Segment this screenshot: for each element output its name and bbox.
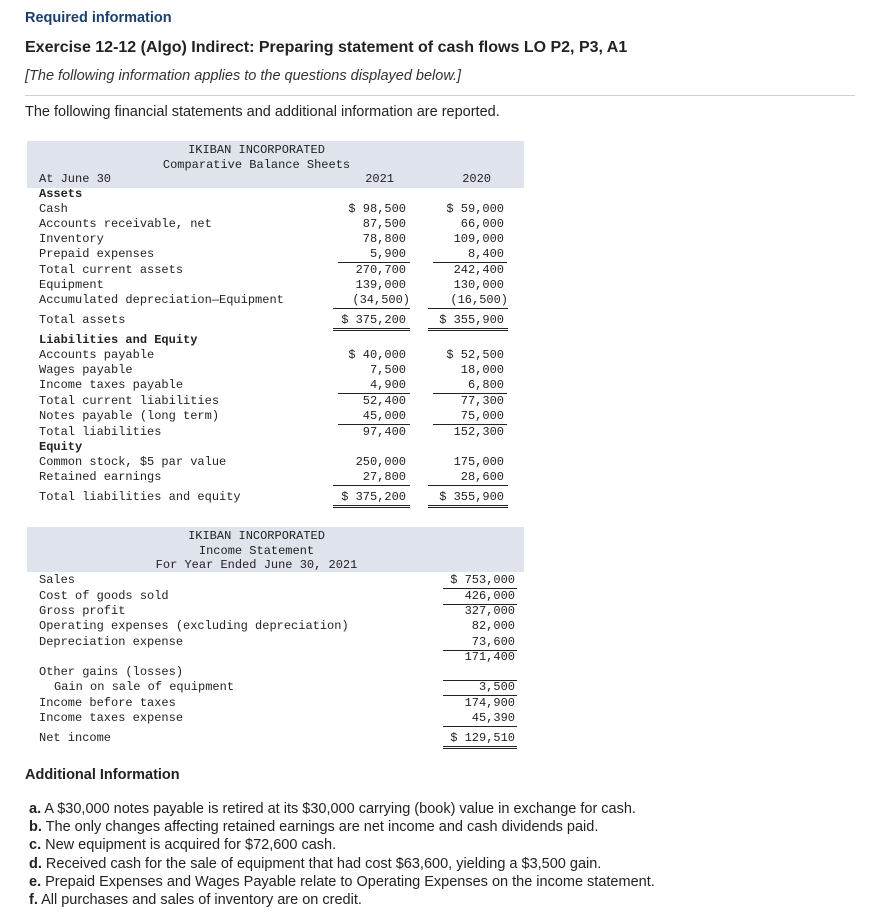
list-item [29,855,655,873]
bs-row-label: Accounts receivable, net [39,217,212,231]
bs-value-2021: 139,000 [355,278,406,292]
bs-row-label: Inventory [39,232,104,246]
intro-text: The following financial statements and additional information are reported. [25,104,500,120]
is-value: 3,500 [478,680,515,694]
required-information-heading: Required information [25,10,172,26]
double-underline [333,328,410,329]
bs-row-label: Retained earnings [39,470,162,484]
bs-value-2021: 270,700 [355,263,406,277]
bs-value-2021: 78,800 [362,232,406,246]
is-value: 73,600 [471,635,515,649]
is-value: 327,000 [464,604,515,618]
item-text: The only changes affecting retained earnings are net income and cash dividends paid. [41,819,599,836]
bs-value-2020: 66,000 [460,217,504,231]
double-underline [443,748,517,749]
bs-value-2021: 87,500 [362,217,406,231]
bs-row-label: Accounts payable [39,348,155,362]
list-item [29,836,655,854]
bs-row-label: Total current assets [39,263,184,277]
bs-value-2021: 7,500 [369,363,406,377]
item-key: a. [29,801,42,817]
list-item [29,891,655,909]
underline [428,308,508,309]
bs-value-2020: 130,000 [453,278,504,292]
is-value: 45,390 [471,711,515,725]
bs-row-label: Cash [39,202,68,216]
bs-value-2020: $ 52,500 [446,348,504,362]
bs-year-2020: 2020 [462,172,491,186]
item-text: All purchases and sales of inventory are on credit. [37,892,362,909]
item-text: A $30,000 notes payable is retired at its $30,000 carrying (book) value in exchange for cash. [41,801,636,817]
bs-row-label: Equipment [39,278,104,292]
bs-year-2021: 2021 [365,172,394,186]
bs-value-2020: 109,000 [453,232,504,246]
list-item [29,818,655,836]
is-row-label: Income before taxes [39,696,176,710]
is-row-label: Net income [39,731,112,745]
is-row-label: Sales [39,573,76,587]
bs-row-label: Prepaid expenses [39,247,155,261]
bs-row-label: Total current liabilities [39,394,220,408]
additional-information-list [29,800,655,909]
bs-value-2020: 8,400 [467,247,504,261]
bs-row-label: Notes payable (long term) [39,409,220,423]
bs-value-2021: $ 98,500 [348,202,406,216]
item-key: f. [29,892,38,909]
item-key: b. [29,819,42,836]
double-underline [428,505,508,506]
bs-row-label: Common stock, $5 par value [39,455,227,469]
bs-row-label: Wages payable [39,363,133,377]
item-text: Received cash for the sale of equipment that had cost $63,600, yielding a $3,500 gain. [41,855,602,872]
is-row-label: Cost of goods sold [39,589,169,603]
liabilities-heading: Liabilities and Equity [39,333,198,347]
list-item [29,800,655,818]
is-company: IKIBAN INCORPORATED [188,529,325,543]
item-key: e. [29,873,42,890]
is-value: 171,400 [464,650,515,664]
bs-value-2021: 27,800 [362,470,406,484]
bs-value-2020: $ 355,900 [439,490,504,504]
bs-value-2020: 242,400 [453,263,504,277]
item-text: Prepaid Expenses and Wages Payable relate to Operating Expenses on the income statement. [41,873,655,890]
bs-title: Comparative Balance Sheets [162,158,351,172]
is-value: $ 753,000 [450,573,515,587]
bs-value-2020: 75,000 [460,409,504,423]
bs-row-label: Total liabilities and equity [39,490,241,504]
applies-note: [The following information applies to the questions displayed below.] [25,68,462,84]
double-underline [333,330,410,331]
item-text: New equipment is acquired for $72,600 cash. [41,837,337,854]
is-row-label: Other gains (losses) [39,665,184,679]
is-row-label: Gross profit [39,604,126,618]
bs-value-2021: $ 40,000 [348,348,406,362]
bs-row-label: Accumulated depreciation—Equipment [39,293,284,307]
double-underline [428,328,508,329]
underline [333,308,410,309]
double-underline [333,505,410,506]
is-value: 426,000 [464,589,515,603]
is-row-label: Income taxes expense [39,711,184,725]
additional-information-heading: Additional Information [25,767,180,783]
bs-value-2020: $ 59,000 [446,202,504,216]
bs-value-2021: 4,900 [369,378,406,392]
double-underline [333,507,410,508]
is-row-label: Gain on sale of equipment [54,680,235,694]
bs-value-2021: $ 375,200 [341,313,406,327]
bs-value-2020: 18,000 [460,363,504,377]
bs-value-2020: 152,300 [453,425,504,439]
divider [25,95,855,96]
item-key: d. [29,855,42,872]
double-underline [443,746,517,747]
is-value: 82,000 [471,619,515,633]
is-title: Income Statement [198,544,315,558]
item-key: c. [29,837,42,854]
double-underline [428,330,508,331]
bs-value-2020: $ 355,900 [439,313,504,327]
bs-company: IKIBAN INCORPORATED [188,143,325,157]
bs-value-2020: (16,500) [450,293,508,307]
is-value: $ 129,510 [450,731,515,745]
underline [333,485,410,486]
bs-date-label: At June 30 [39,172,112,186]
exercise-title: Exercise 12-12 (Algo) Indirect: Preparing statement of cash flows LO P2, P3, A1 [25,39,628,56]
bs-value-2021: 52,400 [362,394,406,408]
bs-value-2021: $ 375,200 [341,490,406,504]
bs-row-label: Income taxes payable [39,378,184,392]
balance-sheet [27,141,524,507]
bs-value-2021: 45,000 [362,409,406,423]
bs-value-2021: (34,500) [352,293,410,307]
bs-value-2021: 97,400 [362,425,406,439]
underline [443,726,517,727]
is-row-label: Depreciation expense [39,635,184,649]
bs-row-label: Total assets [39,313,126,327]
underline [428,485,508,486]
is-period: For Year Ended June 30, 2021 [155,558,358,572]
bs-value-2020: 28,600 [460,470,504,484]
bs-value-2020: 6,800 [467,378,504,392]
bs-row-label: Total liabilities [39,425,162,439]
double-underline [428,507,508,508]
assets-heading: Assets [39,187,83,201]
bs-value-2021: 5,900 [369,247,406,261]
is-row-label: Operating expenses (excluding depreciation) [39,619,349,633]
bs-value-2021: 250,000 [355,455,406,469]
bs-value-2020: 175,000 [453,455,504,469]
is-value: 174,900 [464,696,515,710]
income-statement [27,527,524,747]
equity-heading: Equity [39,440,83,454]
list-item [29,873,655,891]
bs-value-2020: 77,300 [460,394,504,408]
